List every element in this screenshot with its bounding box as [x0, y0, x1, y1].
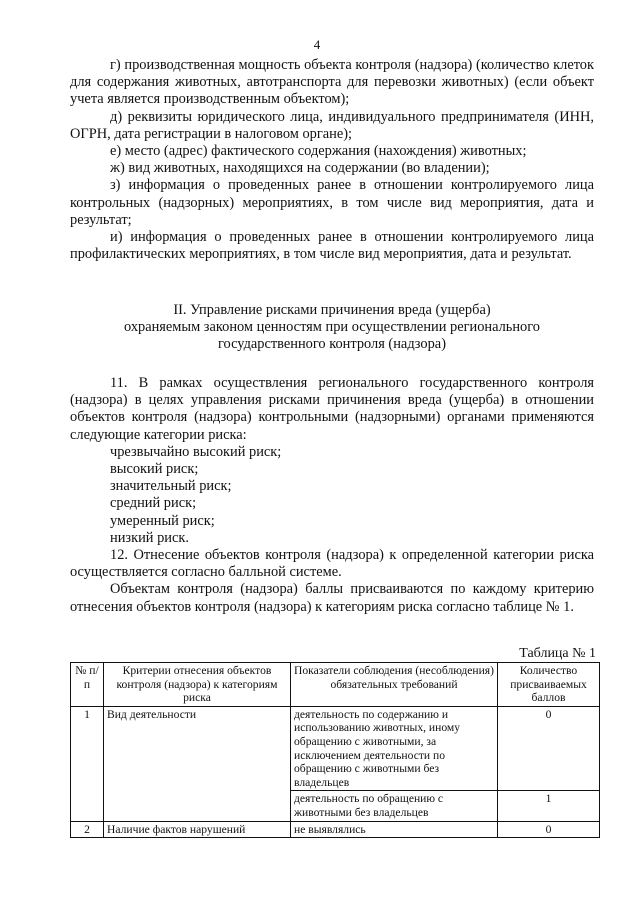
- header-indicator: Показатели соблюдения (несоблюдения) обязательных требований: [291, 663, 498, 707]
- row-indicator: деятельность по обращению с животными без владельцев: [291, 791, 498, 821]
- row-score: 0: [498, 706, 600, 791]
- risk-category-item: низкий риск.: [110, 529, 189, 546]
- table-row: [71, 821, 600, 838]
- table-header-row: [71, 663, 600, 707]
- row-number: 2: [71, 821, 104, 838]
- section-heading-line: II. Управление рисками причинения вреда (ущерба): [173, 302, 491, 318]
- section-heading-line: охраняемым законом ценностям при осуществлении регионального: [123, 319, 540, 336]
- requirements-list: [70, 57, 594, 263]
- paragraph-g: г) производственная мощность объекта контроля (надзора) (количество клеток для содержания животных, автотранспорта для перевозки животных) (если объект учета является производственным объектом);: [70, 57, 594, 108]
- row-score: 1: [498, 791, 600, 821]
- paragraph-i: и) информация о проведенных ранее в отношении контролируемого лица профилактических мероприятиях, в том числе вид мероприятия, дата и результат.: [70, 229, 594, 263]
- section-heading-line: государственного контроля (надзора): [218, 336, 446, 353]
- section-heading: [70, 302, 594, 354]
- risk-category-item: умеренный риск;: [110, 512, 215, 529]
- row-criterion: Вид деятельности: [104, 706, 291, 821]
- risk-category-item: чрезвычайно высокий риск;: [110, 443, 282, 460]
- table-row: [71, 706, 600, 791]
- risk-category-item: средний риск;: [110, 495, 197, 512]
- header-score: Количество присваиваемых баллов: [498, 663, 600, 707]
- paragraph-e: е) место (адрес) фактического содержания (нахождения) животных;: [110, 143, 527, 160]
- row-score: 0: [498, 821, 600, 838]
- paragraph-z: з) информация о проведенных ранее в отношении контролируемого лица контрольных (надзорных) мероприятиях, в том числе вид мероприятия, дата и результат;: [70, 177, 594, 228]
- risk-rules: [70, 375, 594, 616]
- table-caption: Таблица № 1: [519, 646, 596, 661]
- clause-12: 12. Отнесение объектов контроля (надзора) к определенной категории риска осуществляется согласно балльной системе.: [70, 547, 594, 581]
- risk-criteria-table: [70, 662, 600, 838]
- risk-category-item: высокий риск;: [110, 461, 199, 478]
- paragraph-zh: ж) вид животных, находящихся на содержании (во владении);: [110, 160, 490, 177]
- risk-category-item: значительный риск;: [110, 478, 232, 495]
- clause-12-scoring: Объектам контроля (надзора) баллы присваиваются по каждому критерию отнесения объектов контроля (надзора) к категориям риска согласно таблице № 1.: [70, 581, 594, 615]
- clause-11: 11. В рамках осуществления регионального государственного контроля (надзора) в целях управления рисками причинения вреда (ущерба) в отношении объектов контроля (надзора) контрольными (надзорными) органами применяются следующие категории риска:: [70, 375, 594, 443]
- row-criterion: Наличие фактов нарушений: [104, 821, 291, 838]
- header-number: № п/п: [71, 663, 104, 707]
- header-criterion: Критерии отнесения объектов контроля (надзора) к категориям риска: [104, 663, 291, 707]
- row-indicator: не выявлялись: [291, 821, 498, 838]
- page-number: 4: [313, 37, 321, 52]
- row-number: 1: [71, 706, 104, 821]
- row-indicator: деятельность по содержанию и использованию животных, иному обращению с животными, за исключением деятельности по обращению с животными без владельцев: [291, 706, 498, 791]
- paragraph-d: д) реквизиты юридического лица, индивидуального предпринимателя (ИНН, ОГРН, дата регистрации в налоговом органе);: [70, 108, 594, 142]
